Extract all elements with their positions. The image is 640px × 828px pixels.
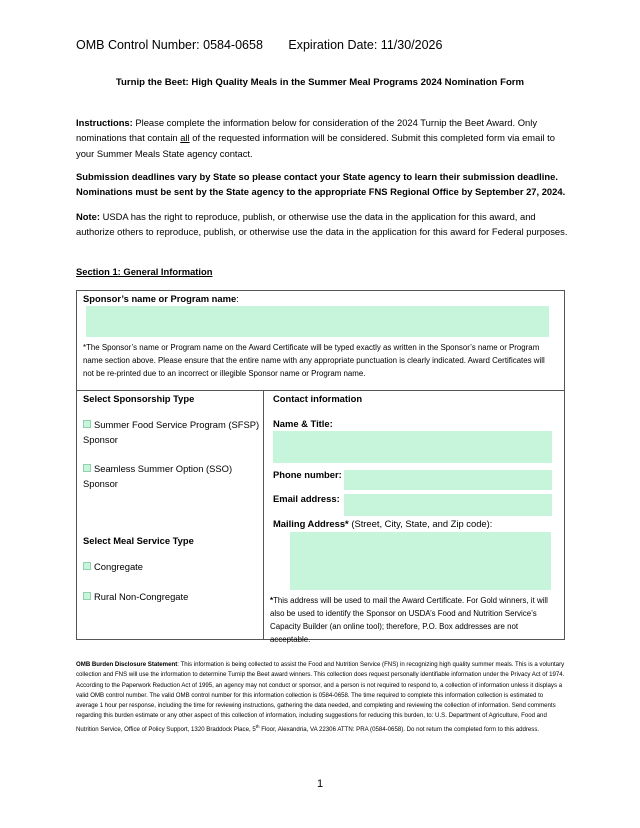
burden-sup: th: [255, 723, 260, 729]
mailing-note-text: This address will be used to mail the Award Certificate. For Gold winners, it will also be used to identify the Sponsor on USDA’s Food and Nutrition Service’s Capacity Builder (an online tool); therefore, P.O. Box addresses are not acceptable.: [270, 596, 548, 644]
note-text: USDA has the right to reproduce, publish, or otherwise use the data in the application for this award, and authorize others to reproduce, publish, or otherwise use the data in the application for this award for Federal purposes.: [76, 211, 568, 238]
burden-text: : This information is being collected to assist the Food and Nutrition Service (FNS) in recognizing high quality summer meals. This is a voluntary collection and FNS will use the information to determine Turnip the Beet award winners. This collection does request personally identifiable information under the Privacy Act of 1974. According to the Paperwork Reduction Act of 1995, an agency may not conduct or sponsor, and a person is not required to respond to, a collection of information unless it displays a valid OMB control number. The valid OMB control number for this information collection is 0584-0658. The time required to complete this information collection is estimated to average 1 hour per response, including the time for reviewing instructions, gathering the data needed, and completing and reviewing the collection of information. Send comments regarding this burden estimate or any other aspect of this collection of information, including suggestions for reducing this burden, to: U.S. Department of Agriculture, Food and Nutrition Service, Office of Policy Support, 1320 Braddock Place, 5: [76, 661, 565, 733]
name-title-label: Name & Title:: [273, 418, 333, 429]
burden-statement: [76, 660, 566, 735]
phone-field[interactable]: [344, 470, 552, 490]
option-sso[interactable]: [83, 461, 233, 491]
option-sfsp[interactable]: [83, 417, 261, 447]
mailing-address-label: [273, 518, 492, 529]
note-label: Note:: [76, 211, 100, 222]
divider-horizontal: [76, 390, 565, 391]
burden-label: OMB Burden Disclosure Statement: [76, 661, 178, 668]
divider-vertical: [263, 390, 264, 640]
mailing-address-field[interactable]: [290, 532, 551, 590]
email-label: Email address:: [273, 493, 340, 504]
note-paragraph: [76, 209, 568, 240]
sponsor-name-label: [83, 293, 239, 304]
omb-control-number: OMB Control Number: 0584-0658: [76, 38, 263, 52]
rural-non-congregate-checkbox[interactable]: [83, 592, 91, 600]
congregate-label: Congregate: [94, 561, 143, 572]
sfsp-label: Summer Food Service Program (SFSP) Sponsor: [83, 419, 260, 445]
sponsor-name-field[interactable]: [86, 306, 549, 337]
meal-service-heading: Select Meal Service Type: [83, 535, 194, 546]
sponsor-name-colon: :: [236, 293, 239, 304]
sso-checkbox[interactable]: [83, 464, 91, 472]
option-congregate[interactable]: [83, 559, 143, 574]
mailing-address-note: [270, 594, 560, 646]
mailing-address-hint: (Street, City, State, and Zip code):: [348, 518, 493, 529]
rural-non-congregate-label: Rural Non-Congregate: [94, 591, 189, 602]
sponsor-name-footnote: *The Sponsor’s name or Program name on the Award Certificate will be typed exactly as written in the Sponsor’s name or Program name section above. Please ensure that the entire name with any appropriate punctuation is clearly indicated. Award Certificates will not be re-printed due to an incorrect or illegible Sponsor name or Program name.: [83, 343, 545, 378]
form-title: Turnip the Beet: High Quality Meals in the Summer Meal Programs 2024 Nomination Form: [115, 77, 525, 88]
instructions-text-2: of the requested information will be considered. Submit this completed form via email to your Summer Meals State agency contact.: [76, 132, 555, 159]
name-title-field[interactable]: [273, 431, 552, 463]
mailing-address-label-text: Mailing Address*: [273, 518, 349, 529]
instructions-paragraph: [76, 115, 568, 161]
mailing-note-star: *: [270, 596, 274, 605]
instructions-text: Please complete the information below for consideration of the 2024 Turnip the Beet Award. Only nominations that contain: [76, 117, 538, 144]
phone-label: Phone number:: [273, 469, 342, 480]
sso-label: Seamless Summer Option (SSO) Sponsor: [83, 463, 233, 489]
section-1-heading: Section 1: General Information: [76, 266, 213, 277]
deadline-paragraph: Submission deadlines vary by State so please contact your State agency to learn their submission deadline. Nominations must be sent by the State agency to the appropriate FNS Regional Office by September 27, 2024.: [76, 171, 566, 198]
contact-heading: Contact information: [273, 393, 363, 404]
burden-text-end: Floor, Alexandria, VA 22306 ATTN: PRA (0584-0658). Do not return the completed form to this address.: [259, 725, 540, 733]
page-number: 1: [316, 778, 324, 790]
instructions-label: Instructions:: [76, 117, 133, 128]
expiration-date: Expiration Date: 11/30/2026: [288, 38, 443, 52]
sfsp-checkbox[interactable]: [83, 420, 91, 428]
omb-header: [76, 38, 464, 52]
sponsorship-type-heading: Select Sponsorship Type: [83, 393, 195, 404]
email-field[interactable]: [344, 494, 552, 516]
sponsor-name-label-text: Sponsor’s name or Program name: [83, 293, 237, 304]
option-rural-non-congregate[interactable]: [83, 589, 188, 604]
congregate-checkbox[interactable]: [83, 562, 91, 570]
instructions-all: all: [180, 132, 190, 144]
